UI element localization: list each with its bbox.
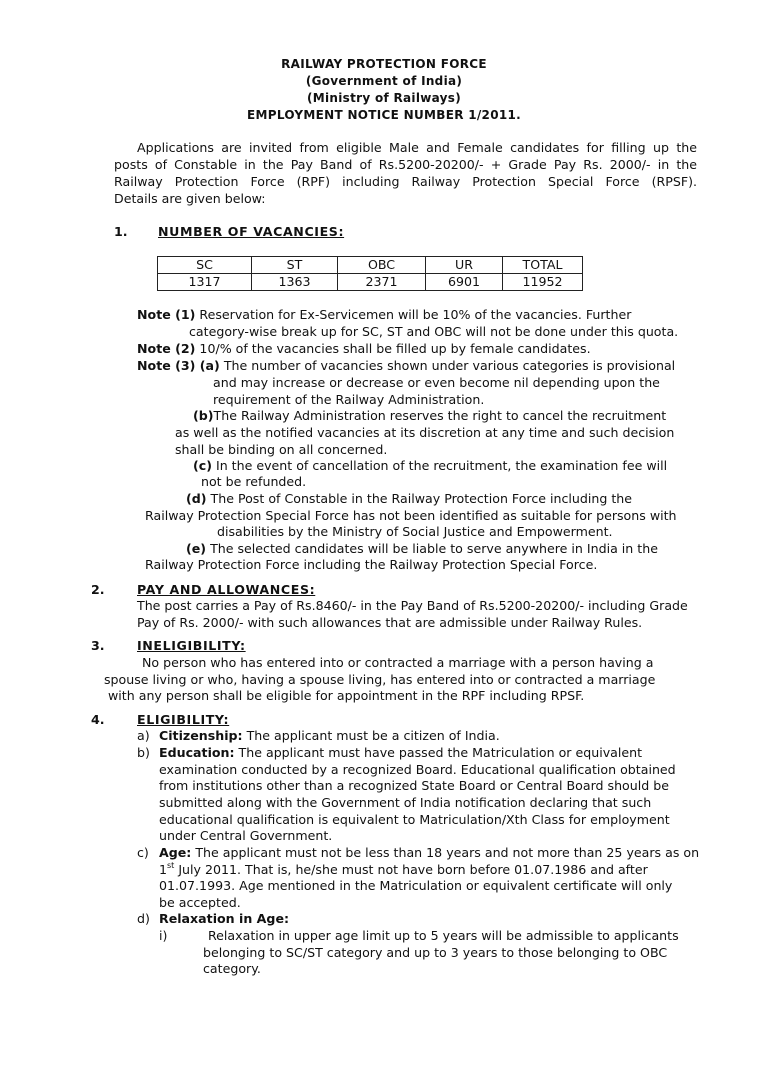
value-obc: 2371 <box>338 274 426 291</box>
intro-line-3: Railway Protection Force (RPF) including Railway Protection Special Force (RPSF). <box>114 174 697 189</box>
note-1-line-2: category-wise break up for SC, ST and OBC will not be done under this quota. <box>189 324 679 339</box>
header-sc: SC <box>158 257 252 274</box>
item-b-education <box>159 745 642 760</box>
org-subtitle-government: (Government of India) <box>305 74 463 88</box>
note-3c-label: (c) <box>193 458 212 473</box>
table-header-row <box>158 257 583 274</box>
vacancies-table <box>157 256 583 291</box>
age-line-4: be accepted. <box>159 895 241 910</box>
age-line-2 <box>159 862 648 877</box>
section-3-title: INELIGIBILITY: <box>137 638 246 653</box>
age-line-2-text: July 2011. That is, he/she must not have born before 01.07.1986 and after <box>174 862 648 877</box>
note-3a-text: The number of vacancies shown under various categories is provisional <box>219 358 676 373</box>
education-line-4: submitted along with the Government of India notification declaring that such <box>159 795 652 810</box>
note-3c <box>193 458 667 473</box>
item-b-marker: b) <box>137 745 150 760</box>
citizenship-label: Citizenship: <box>159 728 243 743</box>
note-3b-label: (b) <box>193 408 214 423</box>
item-i-marker: i) <box>159 928 168 943</box>
age-text: The applicant must not be less than 18 years and not more than 25 years as on <box>191 845 700 860</box>
note-2 <box>137 341 591 356</box>
note-3c-line-2: not be refunded. <box>201 474 307 489</box>
note-3b-line-3: shall be binding on all concerned. <box>175 442 388 457</box>
section-2-line-1: The post carries a Pay of Rs.8460/- in the Pay Band of Rs.5200-20200/- including Grade <box>137 598 688 613</box>
section-2-line-2: Pay of Rs. 2000/- with such allowances that are admissible under Railway Rules. <box>137 615 643 630</box>
header-obc: OBC <box>338 257 426 274</box>
note-3e <box>186 541 658 556</box>
education-line-5: educational qualification is equivalent to Matriculation/Xth Class for employment <box>159 812 670 827</box>
note-1 <box>137 307 631 322</box>
age-line-3: 01.07.1993. Age mentioned in the Matriculation or equivalent certificate will only <box>159 878 673 893</box>
note-3b-line-2: as well as the notified vacancies at its discretion at any time and such decision <box>175 425 675 440</box>
section-4-title: ELIGIBILITY: <box>137 712 230 727</box>
education-label: Education: <box>159 745 235 760</box>
item-d-marker: d) <box>137 911 150 926</box>
header-ur: UR <box>426 257 503 274</box>
note-3e-line-2: Railway Protection Force including the Railway Protection Special Force. <box>145 557 598 572</box>
header-total: TOTAL <box>503 257 583 274</box>
section-3-line-1: No person who has entered into or contracted a marriage with a person having a <box>142 655 654 670</box>
note-3d-label: (d) <box>186 491 207 506</box>
citizenship-text: The applicant must be a citizen of India. <box>242 728 500 743</box>
item-a-citizenship <box>159 728 500 743</box>
note-3c-text: In the event of cancellation of the recruitment, the examination fee will <box>211 458 668 473</box>
intro-line-4: Details are given below: <box>114 191 266 206</box>
education-line-3: from institutions other than a recognized State Board or Central Board should be <box>159 778 669 793</box>
section-4-number: 4. <box>91 712 105 727</box>
section-1-number: 1. <box>114 224 128 239</box>
item-c-age <box>159 845 699 860</box>
note-3d <box>186 491 632 506</box>
note-3-label: Note (3) (a) <box>137 358 220 373</box>
note-3a <box>137 358 675 373</box>
item-a-marker: a) <box>137 728 150 743</box>
relaxation-line-3: category. <box>203 961 261 976</box>
age-ordinal: st <box>167 861 175 870</box>
org-subtitle-ministry: (Ministry of Railways) <box>306 91 462 105</box>
note-3a-line-2: and may increase or decrease or even become nil depending upon the <box>213 375 660 390</box>
education-line-2: examination conducted by a recognized Board. Educational qualification obtained <box>159 762 676 777</box>
notice-number: EMPLOYMENT NOTICE NUMBER 1/2011. <box>246 108 521 122</box>
age-label: Age: <box>159 845 192 860</box>
note-2-label: Note (2) <box>137 341 196 356</box>
relaxation-label: Relaxation in Age: <box>159 911 290 926</box>
section-3-line-2: spouse living or who, having a spouse living, has entered into or contracted a marriage <box>104 672 656 687</box>
note-3a-line-3: requirement of the Railway Administration. <box>213 392 485 407</box>
section-3-line-3: with any person shall be eligible for appointment in the RPF including RPSF. <box>108 688 585 703</box>
note-3b <box>193 408 666 423</box>
value-st: 1363 <box>252 274 338 291</box>
note-3d-line-3: disabilities by the Ministry of Social Justice and Empowerment. <box>217 524 613 539</box>
value-sc: 1317 <box>158 274 252 291</box>
section-2-number: 2. <box>91 582 105 597</box>
relaxation-line-1: Relaxation in upper age limit up to 5 years will be admissible to applicants <box>208 928 679 943</box>
note-1-label: Note (1) <box>137 307 196 322</box>
note-2-text: 10/% of the vacancies shall be filled up by female candidates. <box>195 341 591 356</box>
intro-line-2: posts of Constable in the Pay Band of Rs.5200-20200/- + Grade Pay Rs. 2000/- in the <box>114 157 697 172</box>
intro-line-1: Applications are invited from eligible Male and Female candidates for filling up the <box>137 140 697 155</box>
note-3d-line-2: Railway Protection Special Force has not been identified as suitable for persons with <box>145 508 677 523</box>
value-total: 11952 <box>503 274 583 291</box>
section-3-number: 3. <box>91 638 105 653</box>
age-day: 1 <box>159 862 168 877</box>
section-2-title: PAY AND ALLOWANCES: <box>137 582 316 597</box>
education-text: The applicant must have passed the Matriculation or equivalent <box>234 745 643 760</box>
section-1-title: NUMBER OF VACANCIES: <box>158 224 345 239</box>
table-row <box>158 274 583 291</box>
note-3b-text: The Railway Administration reserves the right to cancel the recruitment <box>213 408 667 423</box>
header-st: ST <box>252 257 338 274</box>
note-1-text: Reservation for Ex-Servicemen will be 10% of the vacancies. Further <box>195 307 632 322</box>
relaxation-line-2: belonging to SC/ST category and up to 3 years to those belonging to OBC <box>203 945 668 960</box>
note-3e-label: (e) <box>186 541 207 556</box>
note-3e-text: The selected candidates will be liable to serve anywhere in India in the <box>206 541 658 556</box>
value-ur: 6901 <box>426 274 503 291</box>
item-c-marker: c) <box>137 845 149 860</box>
org-title: RAILWAY PROTECTION FORCE <box>281 57 487 71</box>
education-line-6: under Central Government. <box>159 828 333 843</box>
note-3d-text: The Post of Constable in the Railway Protection Force including the <box>206 491 633 506</box>
